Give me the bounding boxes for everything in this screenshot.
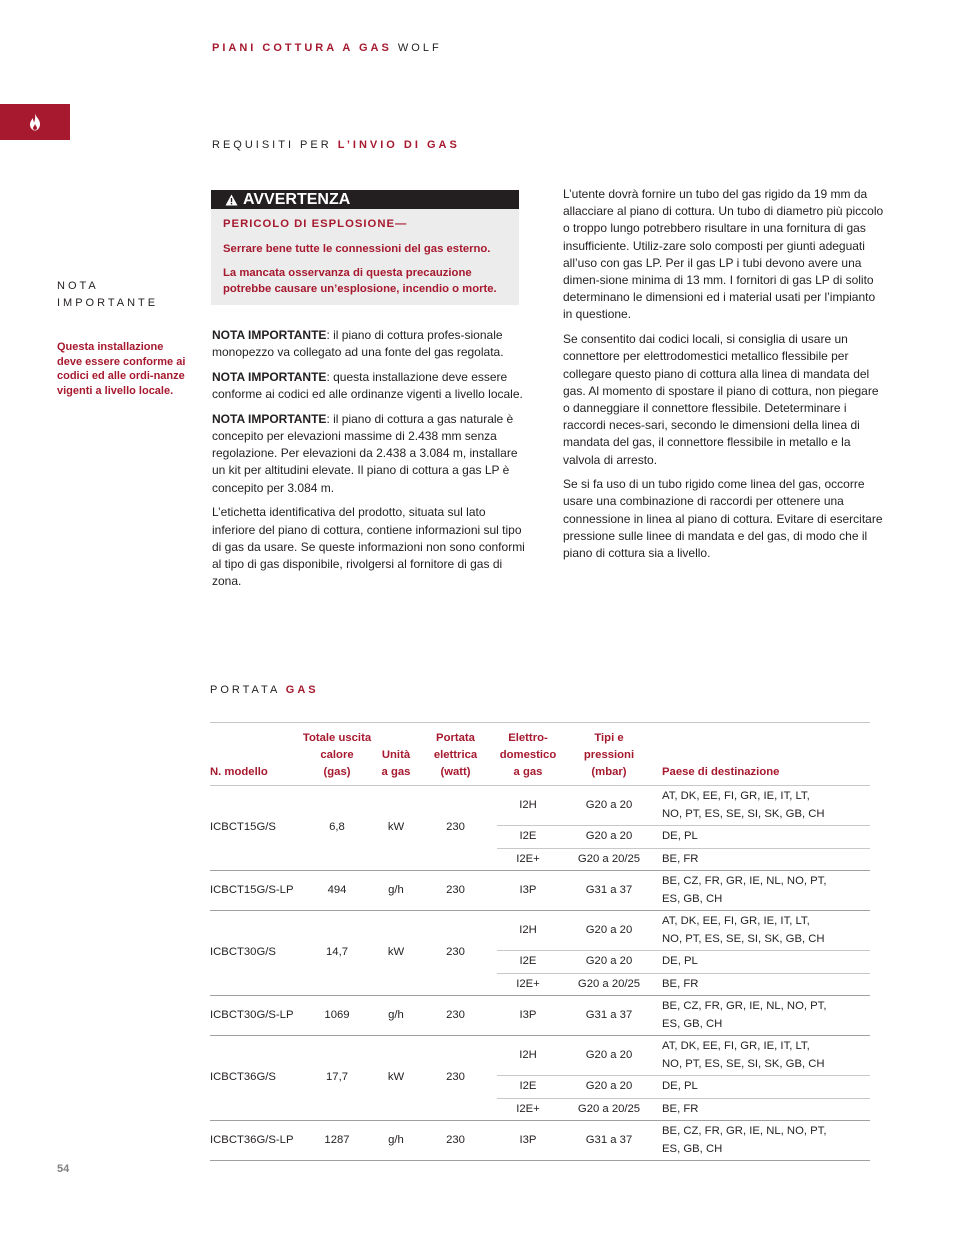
cell-countries <box>659 871 870 911</box>
cell-model: ICBCT30G/S <box>210 911 296 996</box>
warning-line1: Serrare bene tutte le connessioni del gas esterno. <box>223 242 491 255</box>
cell-appliance-category: I2E+ <box>497 1098 559 1121</box>
cell-countries <box>659 1121 870 1161</box>
cell-power: 230 <box>414 996 497 1036</box>
note-paragraph <box>212 369 532 403</box>
cell-unit: g/h <box>378 996 414 1036</box>
cell-pressure: G20 a 20 <box>559 911 659 951</box>
note-label: NOTA IMPORTANTE <box>212 369 327 384</box>
warning-triangle-icon <box>225 194 238 206</box>
cell-countries <box>659 826 870 849</box>
table-section-highlight: GAS <box>285 684 319 696</box>
cell-unit: g/h <box>378 871 414 911</box>
table-section-prefix: PORTATA <box>210 684 280 696</box>
cell-unit: kW <box>378 786 414 871</box>
warning-header <box>211 190 519 209</box>
cell-pressure: G31 a 37 <box>559 996 659 1036</box>
countries-line: BE, FR <box>662 852 699 865</box>
cell-appliance-category: I3P <box>497 1121 559 1161</box>
table-header-row <box>210 723 870 786</box>
header-brand: WOLF <box>397 42 442 54</box>
cell-appliance-category: I2H <box>497 911 559 951</box>
cell-pressure: G20 a 20/25 <box>559 1098 659 1121</box>
cell-unit: g/h <box>378 1121 414 1161</box>
note-label: NOTA IMPORTANTE <box>212 411 327 426</box>
column-right <box>563 186 885 570</box>
sidebar-note-title <box>57 278 158 312</box>
section-title <box>212 139 460 151</box>
cell-countries <box>659 951 870 974</box>
cell-model: ICBCT36G/S-LP <box>210 1121 296 1161</box>
countries-line: NO, PT, ES, SE, SI, SK, GB, CH <box>662 807 825 820</box>
cell-output: 17,7 <box>296 1036 378 1121</box>
col-header-power: Portata elettrica (watt) <box>414 723 497 786</box>
countries-line: BE, FR <box>662 1102 699 1115</box>
table-row <box>210 996 870 1036</box>
cell-output: 1069 <box>296 996 378 1036</box>
body-paragraph: L’utente dovrà fornire un tubo del gas rigido da 19 mm da allacciare al piano di cottura. Un tubo di diametro più piccolo o troppo lungo potrebbero risultare in una fornitura di gas insufficiente. Utiliz-zare solo composti per giunti adeguati all’uso con gas LP. Per il gas LP i tubi devono avere una dimen-sione minima di 13 mm. I fornitori di gas LP di solito determinano le dimensioni ed i material usati per l’impianto in questione. <box>563 187 884 322</box>
col-header-pressure: Tipi e pressioni (mbar) <box>559 723 659 786</box>
countries-line: NO, PT, ES, SE, SI, SK, GB, CH <box>662 1057 825 1070</box>
cell-pressure: G20 a 20 <box>559 826 659 849</box>
cell-appliance-category: I2H <box>497 786 559 826</box>
note-text: : il piano di cottura a gas naturale è concepito per elevazioni massime di 2.438 mm senza regolazione. Per elevazioni da 2.438 a 3.084 m, installare un kit per altitudini elevate. Il piano di cottura a gas LP è concepito per 3.084 m. <box>212 411 518 495</box>
page-number: 54 <box>57 1163 70 1175</box>
cell-model: ICBCT15G/S-LP <box>210 871 296 911</box>
warning-title: AVVERTENZA <box>243 190 351 208</box>
countries-line: ES, GB, CH <box>662 1017 723 1030</box>
column-left <box>212 327 532 598</box>
cell-appliance-category: I2E+ <box>497 848 559 871</box>
cell-pressure: G20 a 20 <box>559 951 659 974</box>
note-label: NOTA IMPORTANTE <box>212 328 327 342</box>
cell-appliance-category: I2E <box>497 951 559 974</box>
body-paragraph: Se consentito dai codici locali, si consiglia di usare un connettore per elettrodomestici metallico flessibile per collegare questo piano di cottura alla linea di mandata del gas. Al momento di spostare il piano di cottura, non piegare o danneggiare il connettore flessibile. Deteterminare i raccordi neces-sari, secondo le dimensioni della linea di mandata del gas, il connettore flessibile in metallo e la valvola di arresto. <box>563 332 879 467</box>
cell-appliance-category: I3P <box>497 871 559 911</box>
col-header-appliance: Elettro- domestico a gas <box>497 723 559 786</box>
sidebar-note-title-line1: NOTA <box>57 280 99 292</box>
cell-pressure: G20 a 20/25 <box>559 848 659 871</box>
cell-model: ICBCT36G/S <box>210 1036 296 1121</box>
cell-countries <box>659 996 870 1036</box>
sidebar-note-text: Questa installazione deve essere conforme ai codici ed alle ordi-nanze vigenti a livello locale. <box>57 341 186 397</box>
countries-line: AT, DK, EE, FI, GR, IE, IT, LT, <box>662 790 810 802</box>
body-paragraph: L’etichetta identificativa del prodotto, situata sul lato inferiore del piano di cottura, contiene informazioni sul tipo di gas da usare. Se queste informazioni non sono conformi al tipo di gas disponibile, rivolgersi al fornitore di gas di zona. <box>212 505 525 589</box>
cell-output: 6,8 <box>296 786 378 871</box>
cell-pressure: G20 a 20 <box>559 1076 659 1099</box>
cell-power: 230 <box>414 1036 497 1121</box>
cell-pressure: G20 a 20/25 <box>559 973 659 996</box>
sidebar-note-title-line2: IMPORTANTE <box>57 297 159 309</box>
table-row <box>210 1121 870 1161</box>
cell-appliance-category: I2E <box>497 1076 559 1099</box>
cell-countries <box>659 848 870 871</box>
col-header-country: Paese di destinazione <box>659 723 870 786</box>
header-title: PIANI COTTURA A GAS <box>212 42 392 54</box>
section-title-prefix: REQUISITI PER <box>212 139 332 151</box>
cell-power: 230 <box>414 786 497 871</box>
warning-body <box>211 209 519 305</box>
cell-unit: kW <box>378 1036 414 1121</box>
countries-line: NO, PT, ES, SE, SI, SK, GB, CH <box>662 932 825 945</box>
note-text: : questa installazione deve essere conforme ai codici ed alle ordinanze vigenti a livello locale. <box>212 369 523 402</box>
table-row <box>210 1036 870 1076</box>
countries-line: DE, PL <box>662 1080 698 1092</box>
cell-output: 1287 <box>296 1121 378 1161</box>
section-title-highlight: L’INVIO DI GAS <box>337 139 460 151</box>
cell-power: 230 <box>414 1121 497 1161</box>
col-header-unit: Unità a gas <box>378 723 414 786</box>
gas-table <box>210 722 870 1161</box>
cell-model: ICBCT15G/S <box>210 786 296 871</box>
col-header-model: N. modello <box>210 723 296 786</box>
note-text: : il piano di cottura profes-sionale monopezzo va collegato ad una fonte del gas regolata. <box>212 328 504 360</box>
cell-countries <box>659 786 870 826</box>
cell-pressure: G20 a 20 <box>559 1036 659 1076</box>
cell-appliance-category: I2E+ <box>497 973 559 996</box>
countries-line: AT, DK, EE, FI, GR, IE, IT, LT, <box>662 1040 810 1052</box>
cell-appliance-category: I3P <box>497 996 559 1036</box>
warning-subtitle: PERICOLO DI ESPLOSIONE— <box>223 218 408 230</box>
table-section-title <box>210 684 319 696</box>
page-header <box>212 42 442 54</box>
flame-icon <box>28 113 42 131</box>
cell-countries <box>659 911 870 951</box>
countries-line: BE, CZ, FR, GR, IE, NL, NO, PT, <box>662 1125 827 1137</box>
warning-box <box>211 190 519 305</box>
cell-countries <box>659 973 870 996</box>
body-paragraph: Se si fa uso di un tubo rigido come linea del gas, occorre usare una combinazione di raccordi per ottenere una connessione in linea al piano di cottura. Evitare di esercitare pressione sulle linee di mandata e del gas, di modo che il piano di cottura sia a livello. <box>563 477 883 561</box>
countries-line: DE, PL <box>662 955 698 967</box>
cell-pressure: G31 a 37 <box>559 1121 659 1161</box>
cell-output: 494 <box>296 871 378 911</box>
table-row <box>210 786 870 826</box>
note-paragraph <box>212 411 532 497</box>
countries-line: DE, PL <box>662 830 698 842</box>
countries-line: AT, DK, EE, FI, GR, IE, IT, LT, <box>662 915 810 927</box>
cell-countries <box>659 1098 870 1121</box>
countries-line: BE, CZ, FR, GR, IE, NL, NO, PT, <box>662 1000 827 1012</box>
cell-model: ICBCT30G/S-LP <box>210 996 296 1036</box>
cell-pressure: G20 a 20 <box>559 786 659 826</box>
cell-power: 230 <box>414 871 497 911</box>
section-tab <box>0 104 70 140</box>
cell-appliance-category: I2H <box>497 1036 559 1076</box>
countries-line: ES, GB, CH <box>662 892 723 905</box>
cell-countries <box>659 1036 870 1076</box>
countries-line: BE, FR <box>662 977 699 990</box>
cell-appliance-category: I2E <box>497 826 559 849</box>
table-row <box>210 911 870 951</box>
cell-countries <box>659 1076 870 1099</box>
cell-output: 14,7 <box>296 911 378 996</box>
cell-power: 230 <box>414 911 497 996</box>
warning-line2: La mancata osservanza di questa precauzione potrebbe causare un’esplosione, incendio o morte. <box>223 267 497 295</box>
table-row <box>210 871 870 911</box>
note-paragraph <box>212 327 532 361</box>
countries-line: ES, GB, CH <box>662 1142 723 1155</box>
cell-pressure: G31 a 37 <box>559 871 659 911</box>
countries-line: BE, CZ, FR, GR, IE, NL, NO, PT, <box>662 875 827 887</box>
col-header-output: Totale uscita calore (gas) <box>296 723 378 786</box>
table-body <box>210 786 870 1161</box>
cell-unit: kW <box>378 911 414 996</box>
